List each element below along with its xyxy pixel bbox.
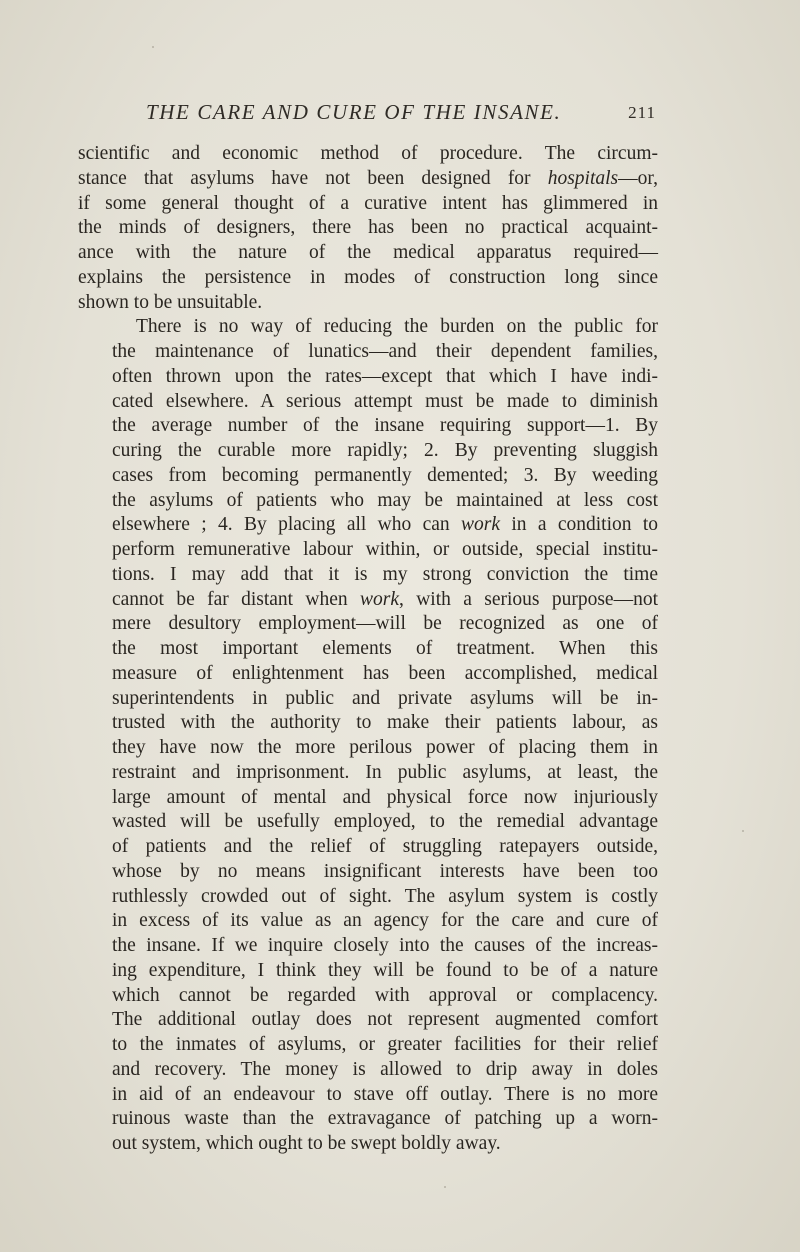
text-line: the maintenance of lunatics—and their dependent families, [112,341,658,362]
text-line: of patients and the relief of struggling ratepayers outside, [112,836,658,857]
text-line: the insane. If we inquire closely into the causes of the increas- [112,935,658,956]
text-line: mere desultory employment—will be recognized as one of [112,613,658,635]
text-line: they have now the more perilous power of placing them in [112,737,658,758]
text-line: shown to be unsuitable. [78,291,263,313]
text-line: if some general thought of a curative intent has glimmered in [78,192,658,214]
text-line: large amount of mental and physical force now injuriously [112,786,658,808]
text-line: which cannot be regarded with approval or complacency. [112,984,658,1006]
text-line: trusted with the authority to make their patients labour, as [112,712,658,734]
text-line: out system, which ought to be swept boldly away. [112,1133,501,1154]
running-head [140,100,656,130]
text-line: cases from becoming permanently demented; 3. By weeding [112,464,658,486]
text-line: the average number of the insane requiring support—1. By [112,415,658,437]
paper-speck [152,46,154,48]
text-line: There is no way of reducing the burden on the public for [136,316,658,338]
text-line: tions. I may add that it is my strong conviction the time [112,563,658,585]
text-line: in excess of its value as an agency for the care and cure of [112,910,658,932]
text-line: measure of enlightenment has been accomplished, medical [112,662,658,684]
text-line: to the inmates of asylums, or greater facilities for their relief [112,1034,658,1055]
text-line: ing expenditure, I think they will be found to be of a nature [112,959,658,981]
text-line: wasted will be usefully employed, to the remedial advantage [112,811,658,833]
running-head-title: THE CARE AND CURE OF THE INSANE. [146,100,562,124]
text-line: ruinous waste than the extravagance of patching up a worn- [112,1108,658,1130]
text-line: often thrown upon the rates—except that which I have indi- [112,365,658,387]
text-line: perform remunerative labour within, or outside, special institu- [112,539,658,560]
text-line: elsewhere ; 4. By placing all who can work in a condition to [112,514,659,536]
text-line: whose by no means insignificant interests have been too [112,860,658,882]
text-line: superintendents in public and private asylums will be in- [112,687,658,709]
paragraph [78,142,658,315]
text-line: ruthlessly crowded out of sight. The asylum system is costly [112,885,658,907]
text-line: explains the persistence in modes of construction long since [78,266,658,288]
text-line: The additional outlay does not represent augmented comfort [112,1009,658,1031]
text-line: curing the curable more rapidly; 2. By preventing sluggish [112,440,658,461]
text-line: in aid of an endeavour to stave off outlay. There is no more [112,1083,658,1105]
body-text [78,142,658,1157]
text-line: scientific and economic method of procedure. The circum- [78,143,658,164]
paper-speck [444,1186,446,1188]
text-line: cannot be far distant when work, with a serious purpose—not [112,588,658,610]
text-line: and recovery. The money is allowed to drip away in doles [112,1058,658,1080]
text-line: stance that asylums have not been designed for hospitals—or, [78,167,658,189]
paper-speck [742,830,744,832]
text-line: cated elsewhere. A serious attempt must be made to diminish [112,390,658,412]
text-line: ance with the nature of the medical apparatus required— [78,242,658,263]
text-line: restraint and imprisonment. In public asylums, at least, the [112,761,658,783]
text-line: the minds of designers, there has been no practical acquaint- [78,217,658,239]
paragraph [78,315,658,1157]
text-line: the most important elements of treatment. When this [112,638,658,659]
page-number: 211 [628,103,656,122]
text-line: the asylums of patients who may be maintained at less cost [112,489,658,511]
